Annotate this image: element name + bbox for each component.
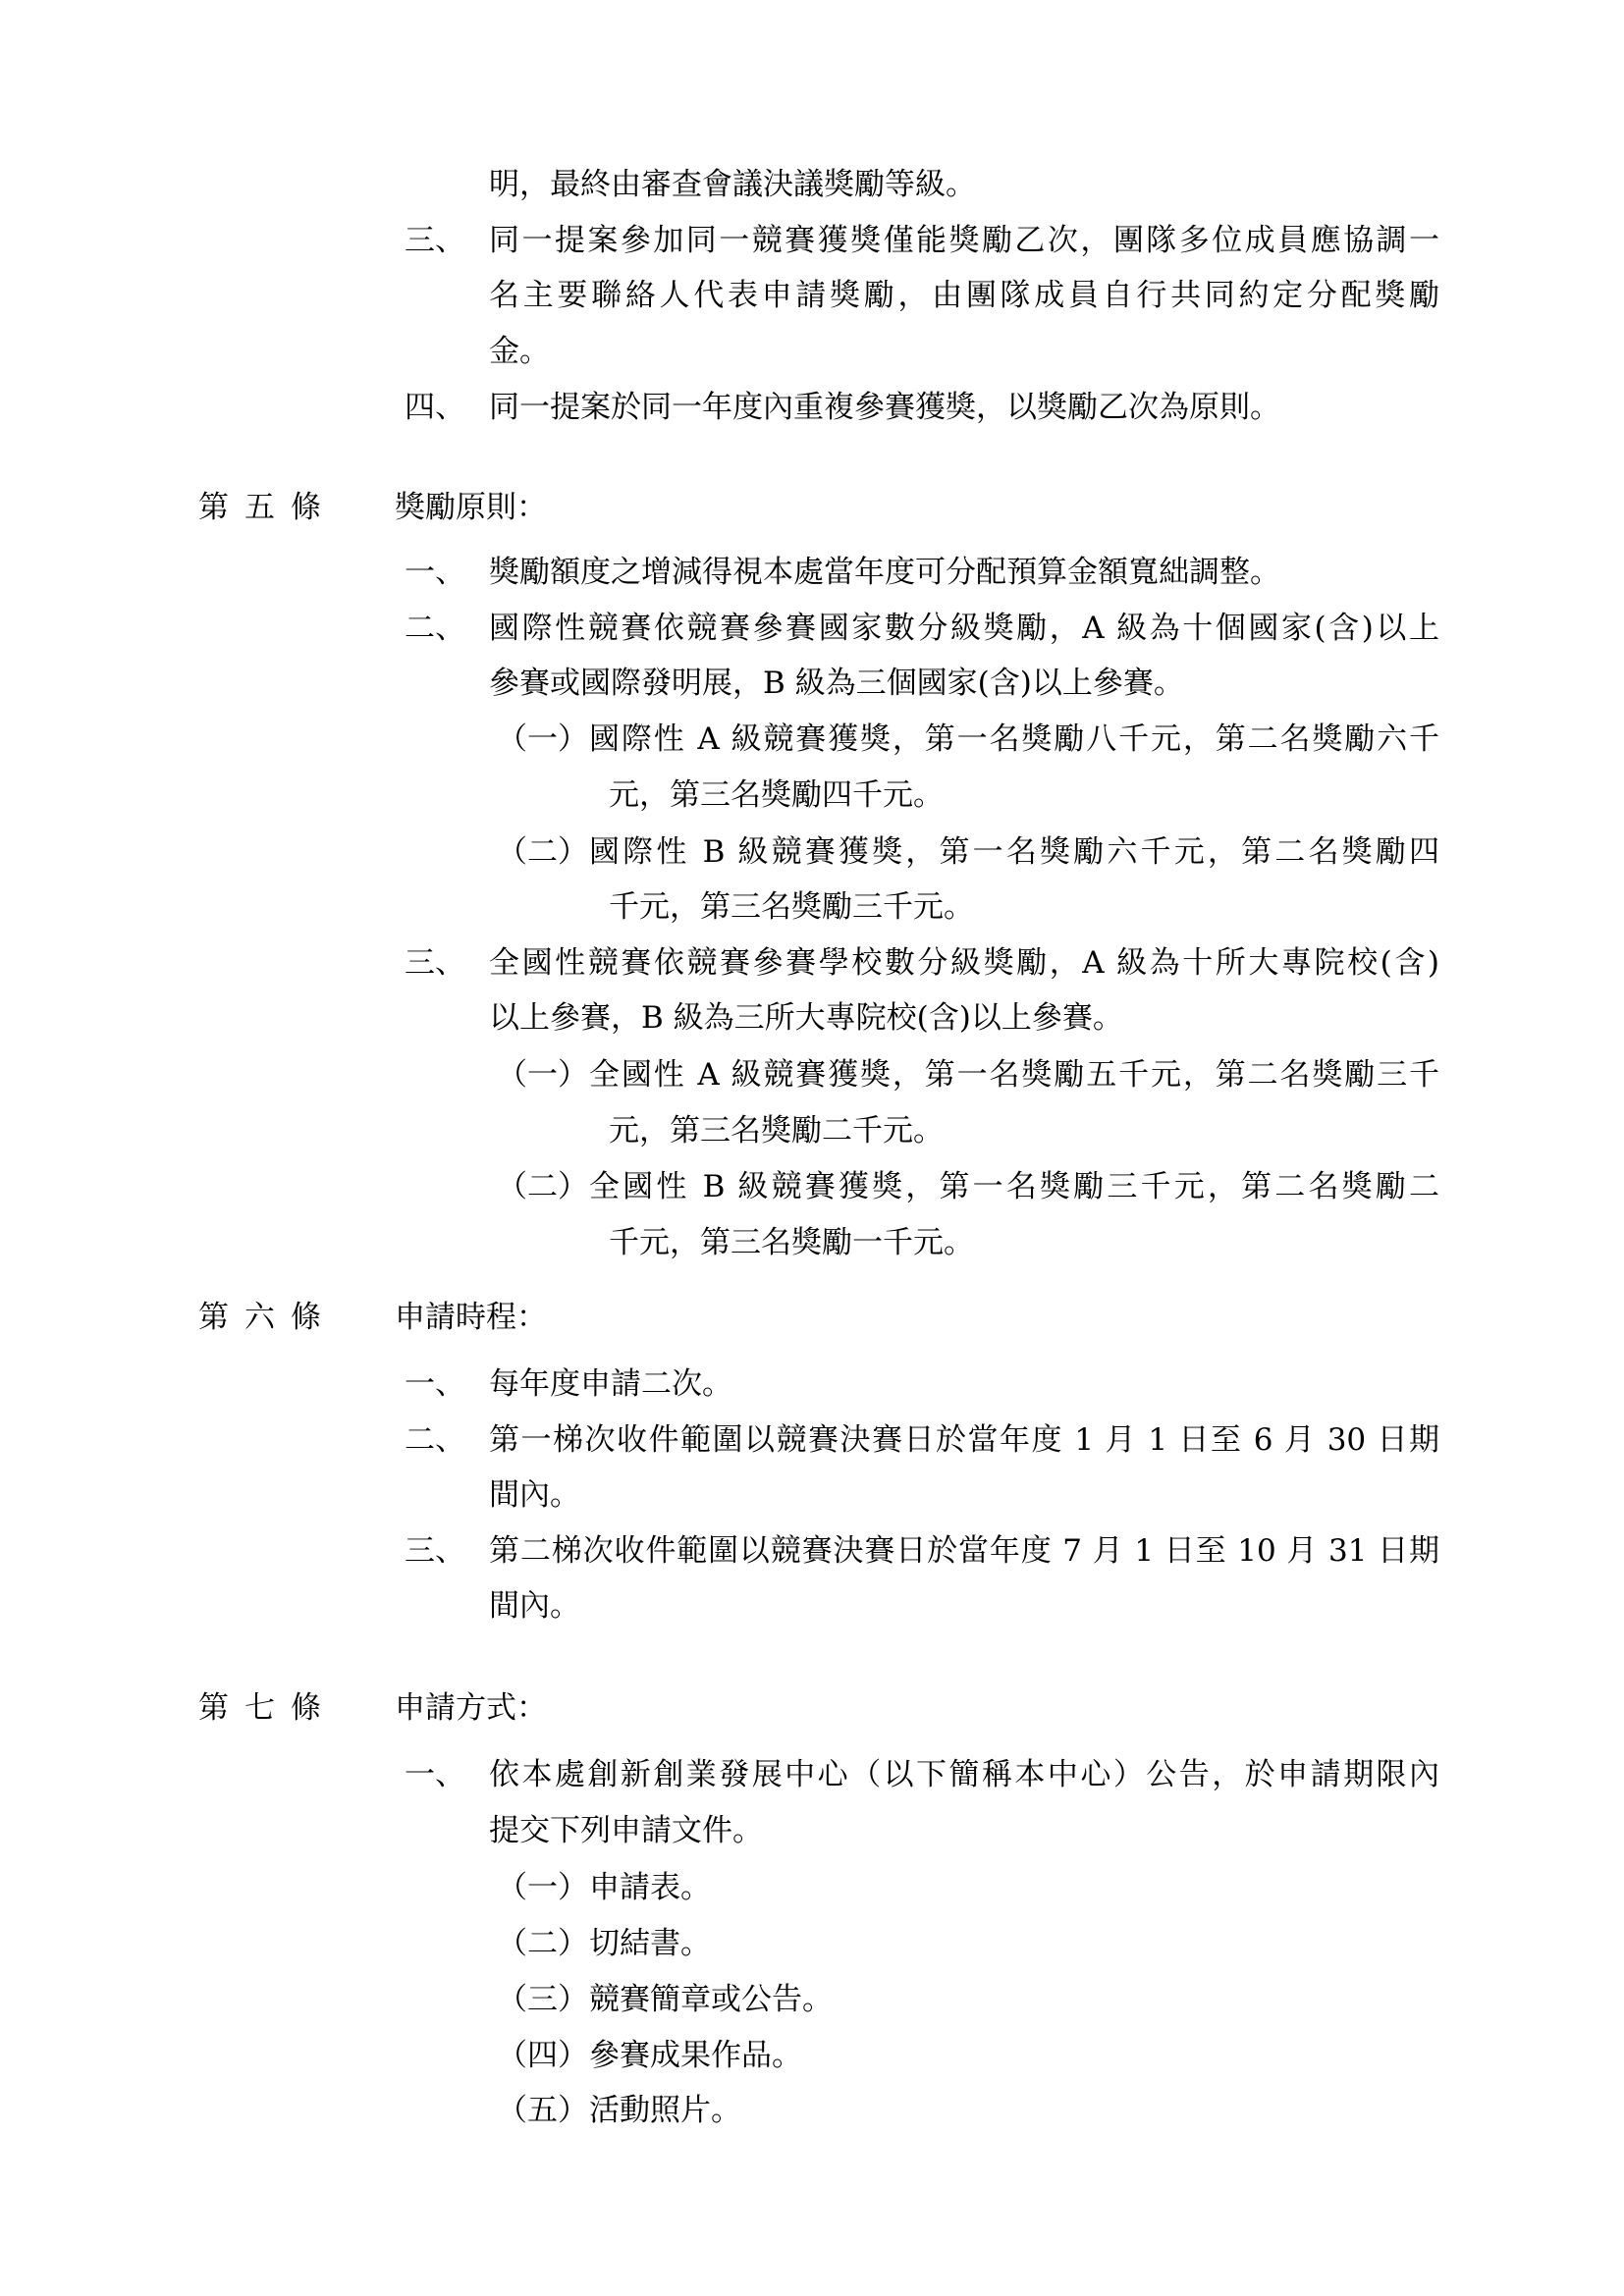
art7-label: 第七條 [198,1690,337,1726]
art7-sub2-text: 切結書。 [589,1926,711,1961]
art6-item2-line1: 第一梯次收件範圍以競賽決賽日於當年度 1 月 1 日至 6 月 30 日期 [489,1422,1439,1458]
art6-item3-line1: 第二梯次收件範圍以競賽決賽日於當年度 7 月 1 日至 10 月 31 日期 [489,1533,1439,1569]
art5-item3-sub1-line2: 元，第三名獎勵二千元。 [609,1113,944,1148]
art7-item1-num: 一、 [405,1757,465,1792]
art5-label: 第五條 [198,490,337,525]
art7-item1-line1: 依本處創新創業發展中心（以下簡稱本中心）公告，於申請期限內 [489,1757,1439,1792]
art5-item2-sub2-num: （二） [497,834,588,870]
art4-item3-line1: 同一提案參加同一競賽獲獎僅能獎勵乙次，團隊多位成員應協調一 [489,223,1439,258]
art5-item2-line2: 參賽或國際發明展，B 級為三個國家(含)以上參賽。 [489,666,1184,701]
art4-item4-line1: 同一提案於同一年度內重複參賽獲獎，以獎勵乙次為原則。 [489,390,1280,425]
art5-item3-sub2-line2: 千元，第三名獎勵一千元。 [609,1225,974,1260]
art5-item3-sub1-line1: 全國性 A 級競賽獲獎，第一名獎勵五千元，第二名獎勵三千 [589,1057,1439,1093]
art5-item3-line2: 以上參賽，B 級為三所大專院校(含)以上參賽。 [489,1000,1123,1036]
art5-item2-sub1-line1: 國際性 A 級競賽獲獎，第一名獎勵八千元，第二名獎勵六千 [589,721,1439,757]
art7-sub1-text: 申請表。 [589,1870,711,1905]
art5-item2-sub1-num: （一） [497,721,588,757]
art4-item3-line3: 金。 [489,334,550,369]
art4-item4-num: 四、 [405,390,465,425]
art6-item3-num: 三、 [405,1533,465,1569]
continuation-line: 明，最終由審查會議決議獎勵等級。 [489,167,976,202]
art6-item1-text: 每年度申請二次。 [489,1366,732,1402]
art6-item3-line2: 間內。 [489,1588,580,1624]
art6-title: 申請時程： [395,1300,547,1335]
art7-sub3-num: （三） [497,1982,588,2017]
art5-item3-sub2-line1: 全國性 B 級競賽獲獎，第一名獎勵三千元，第二名獎勵二 [589,1169,1439,1204]
art5-item2-sub2-line2: 千元，第三名獎勵三千元。 [609,889,974,925]
art7-title: 申請方式： [395,1690,547,1726]
art5-item3-num: 三、 [405,945,465,981]
art6-item2-num: 二、 [405,1422,465,1458]
art7-sub4-num: （四） [497,2038,588,2073]
art5-item2-sub2-line1: 國際性 B 級競賽獲獎，第一名獎勵六千元，第二名獎勵四 [589,834,1439,870]
art5-item3-sub1-num: （一） [497,1057,588,1093]
art5-item3-sub2-num: （二） [497,1169,588,1204]
art5-item2-sub1-line2: 元，第三名獎勵四千元。 [609,777,944,813]
art6-item1-num: 一、 [405,1366,465,1402]
art4-item3-line2: 名主要聯絡人代表申請獎勵，由團隊成員自行共同約定分配獎勵 [489,278,1439,313]
art5-title: 獎勵原則： [395,490,547,525]
art5-item3-line1: 全國性競賽依競賽參賽學校數分級獎勵，A 級為十所大專院校(含) [489,945,1439,981]
art7-item1-line2: 提交下列申請文件。 [489,1813,763,1848]
art5-item2-num: 二、 [405,611,465,646]
art7-sub5-text: 活動照片。 [589,2093,741,2128]
art7-sub1-num: （一） [497,1870,588,1905]
art7-sub2-num: （二） [497,1926,588,1961]
art4-item3-num: 三、 [405,223,465,258]
art5-item1-num: 一、 [405,555,465,590]
art7-sub3-text: 競賽簡章或公告。 [589,1982,833,2017]
art6-item2-line2: 間內。 [489,1477,580,1513]
art6-label: 第六條 [198,1300,337,1335]
art5-item1-text: 獎勵額度之增減得視本處當年度可分配預算金額寬絀調整。 [489,555,1280,590]
art5-item2-line1: 國際性競賽依競賽參賽國家數分級獎勵，A 級為十個國家(含)以上 [489,611,1439,646]
art7-sub4-text: 參賽成果作品。 [589,2038,802,2073]
art7-sub5-num: （五） [497,2093,588,2128]
